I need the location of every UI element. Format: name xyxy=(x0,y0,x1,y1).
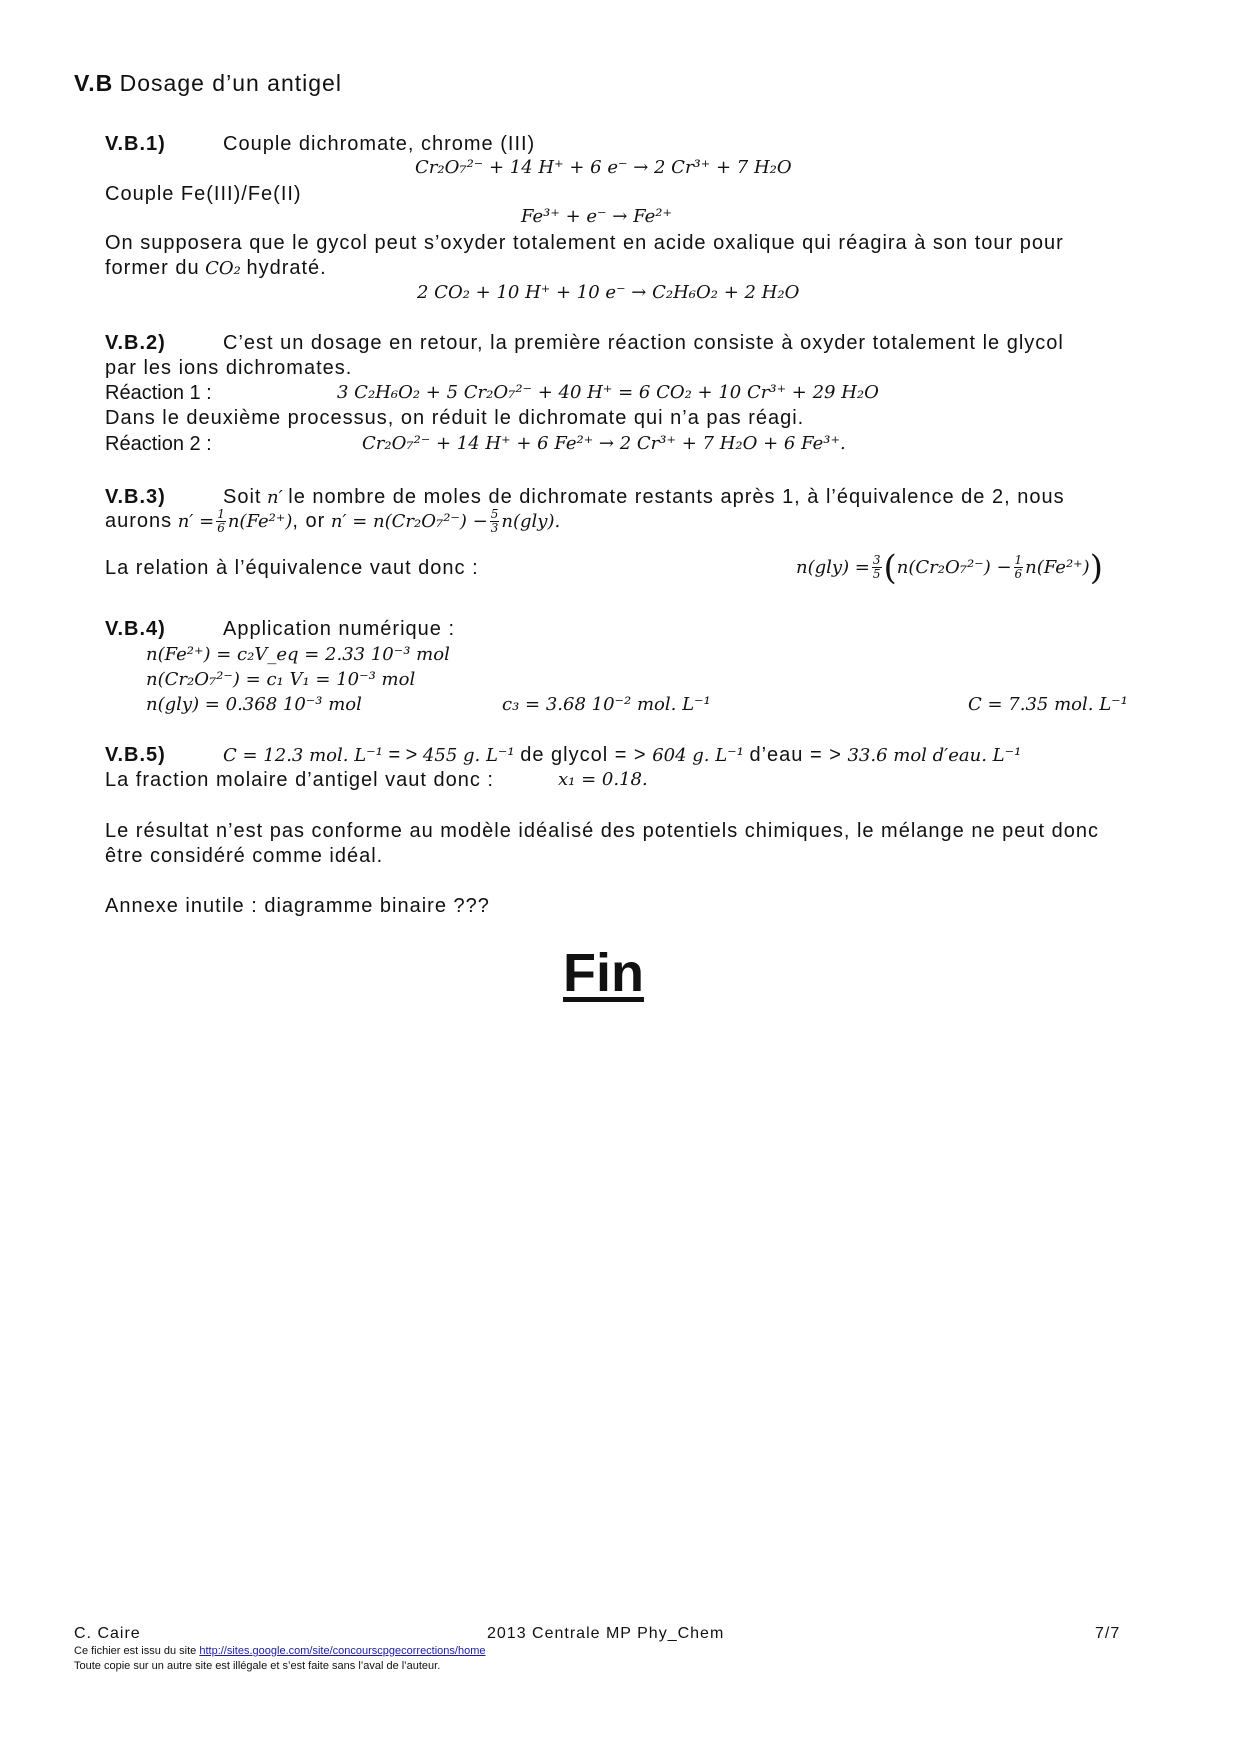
q1-eq2: Fe³⁺ + e⁻ → Fe²⁺ xyxy=(521,206,672,227)
q5-t1: de glycol = > xyxy=(520,744,647,766)
q4-line3: n(gly) = 0.368 10⁻³ mol xyxy=(146,694,362,715)
q3-frac3 xyxy=(872,554,882,581)
q3-text-b1: aurons xyxy=(105,509,173,532)
q3-math3: n′ = n(Cr₂O₇²⁻) − xyxy=(330,510,488,532)
q2-label: V.B.2) xyxy=(105,332,166,354)
q1-text-b-pre: former du xyxy=(105,257,200,279)
q3-frac4-num: 1 xyxy=(1014,553,1023,568)
q5-fraction-label: La fraction molaire d’antigel vaut donc : xyxy=(105,769,494,791)
q3-frac2 xyxy=(490,508,500,535)
q5-m1: C = 12.3 mol. L⁻¹ xyxy=(223,745,383,766)
q3-frac1-den: 6 xyxy=(217,521,225,535)
section-heading xyxy=(74,70,342,97)
q3-relation-eq xyxy=(796,548,1103,588)
q3-math2: n(Fe²⁺) xyxy=(227,510,293,532)
q5-t2: d’eau = > xyxy=(749,744,842,766)
q5-m4: 33.6 mol d′eau. L⁻¹ xyxy=(847,745,1022,766)
q3-label: V.B.3) xyxy=(105,486,166,508)
q3-text-a-var: n′ xyxy=(267,487,283,508)
q3-frac2-den: 3 xyxy=(490,521,499,535)
q4-line2: n(Cr₂O₇²⁻) = c₁ V₁ = 10⁻³ mol xyxy=(146,669,416,690)
q3-rel-open: ( xyxy=(883,548,897,588)
q4-C: C = 7.35 mol. L⁻¹ xyxy=(968,694,1128,715)
q1-eq1: Cr₂O₇²⁻ + 14 H⁺ + 6 e⁻ → 2 Cr³⁺ + 7 H₂O xyxy=(415,157,792,178)
fin-title: Fin xyxy=(563,943,644,1003)
footer-page: 7/7 xyxy=(1095,1625,1121,1642)
q5-m3: 604 g. L⁻¹ xyxy=(652,745,744,766)
q1-text-b xyxy=(105,257,327,280)
q3-frac2-num: 5 xyxy=(490,507,499,521)
conclusion-line-b: être considéré comme idéal. xyxy=(105,845,384,867)
footer-source-link[interactable]: http://sites.google.com/site/concourscpgecorrections/home xyxy=(199,1645,486,1657)
annexe-note: Annexe inutile : diagramme binaire ??? xyxy=(105,895,490,917)
q5-line xyxy=(223,744,1021,767)
q5-x1: x₁ = 0.18. xyxy=(558,769,648,790)
q2-r2-eq: Cr₂O₇²⁻ + 14 H⁺ + 6 Fe²⁺ → 2 Cr³⁺ + 7 H₂O + 6 Fe³⁺. xyxy=(362,433,846,454)
q3-rel-m1: n(gly) = xyxy=(796,557,870,578)
section-label: V.B xyxy=(74,70,114,96)
q3-rel-close: ) xyxy=(1089,548,1103,588)
conclusion-line-a: Le résultat n’est pas conforme au modèle idéalisé des potentiels chimiques, le mélange ne peut donc xyxy=(105,820,1099,842)
q4-line1: n(Fe²⁺) = c₂V_eq = 2.33 10⁻³ mol xyxy=(146,644,450,665)
q2-r2-label: Réaction 2 : xyxy=(105,433,212,455)
q3-or: , or xyxy=(292,509,326,532)
q3-frac1-num: 1 xyxy=(217,507,225,521)
q3-text-a xyxy=(223,486,1163,509)
q5-m2: 455 g. L⁻¹ xyxy=(422,745,515,766)
q3-text-a1: Soit xyxy=(223,486,262,508)
footer-source-pre: Ce fichier est issu du site xyxy=(74,1645,197,1657)
q5-arrow1: = > xyxy=(388,744,418,766)
footer-copy: Toute copie sur un autre site est illégale et s’est faite sans l’aval de l’auteur. xyxy=(74,1660,441,1672)
section-title: Dosage d’un antigel xyxy=(119,70,342,96)
q4-c3: c₃ = 3.68 10⁻² mol. L⁻¹ xyxy=(502,694,711,715)
q2-r1-eq: 3 C₂H₆O₂ + 5 Cr₂O₇²⁻ + 40 H⁺ = 6 CO₂ + 10 Cr³⁺ + 29 H₂O xyxy=(337,382,879,403)
q3-rel-m3: n(Fe²⁺) xyxy=(1025,557,1090,578)
q3-rel-m2: n(Cr₂O₇²⁻) − xyxy=(896,557,1012,578)
q3-text-b xyxy=(105,508,560,535)
q2-text-b: par les ions dichromates. xyxy=(105,357,353,379)
footer-source xyxy=(74,1645,486,1657)
q4-label: V.B.4) xyxy=(105,618,166,640)
q4-title: Application numérique : xyxy=(223,618,456,640)
q1-eq3: 2 CO₂ + 10 H⁺ + 10 e⁻ → C₂H₆O₂ + 2 H₂O xyxy=(417,282,800,303)
q1-couple1: Couple dichromate, chrome (III) xyxy=(223,133,536,155)
q3-relation-label: La relation à l’équivalence vaut donc : xyxy=(105,557,479,579)
q1-text-b-post: hydraté. xyxy=(246,257,327,279)
q2-r1-label: Réaction 1 : xyxy=(105,382,212,404)
footer-author: C. Caire xyxy=(74,1625,141,1642)
q3-frac4-den: 6 xyxy=(1014,567,1023,582)
q3-text-a2: le nombre de moles de dichromate restants après 1, à l’équivalence de 2, nous xyxy=(288,486,1065,508)
q1-text-b-math: CO₂ xyxy=(205,258,241,279)
footer-center: 2013 Centrale MP Phy_Chem xyxy=(487,1625,725,1642)
q3-frac1 xyxy=(216,508,226,535)
q3-math4: n(gly). xyxy=(501,510,561,532)
q1-label: V.B.1) xyxy=(105,133,166,155)
q3-frac3-num: 3 xyxy=(872,553,881,568)
q5-label: V.B.5) xyxy=(105,744,166,766)
q3-math1: n′ = xyxy=(177,510,215,532)
q3-frac3-den: 5 xyxy=(872,567,881,582)
q1-text-a: On supposera que le gycol peut s’oxyder totalement en acide oxalique qui réagira à son tour pour xyxy=(105,232,1064,254)
q2-text-c: Dans le deuxième processus, on réduit le dichromate qui n’a pas réagi. xyxy=(105,407,805,429)
q1-couple2: Couple Fe(III)/Fe(II) xyxy=(105,183,302,205)
q3-frac4 xyxy=(1014,554,1024,581)
q2-text-a: C’est un dosage en retour, la première réaction consiste à oxyder totalement le glycol xyxy=(223,332,1064,354)
